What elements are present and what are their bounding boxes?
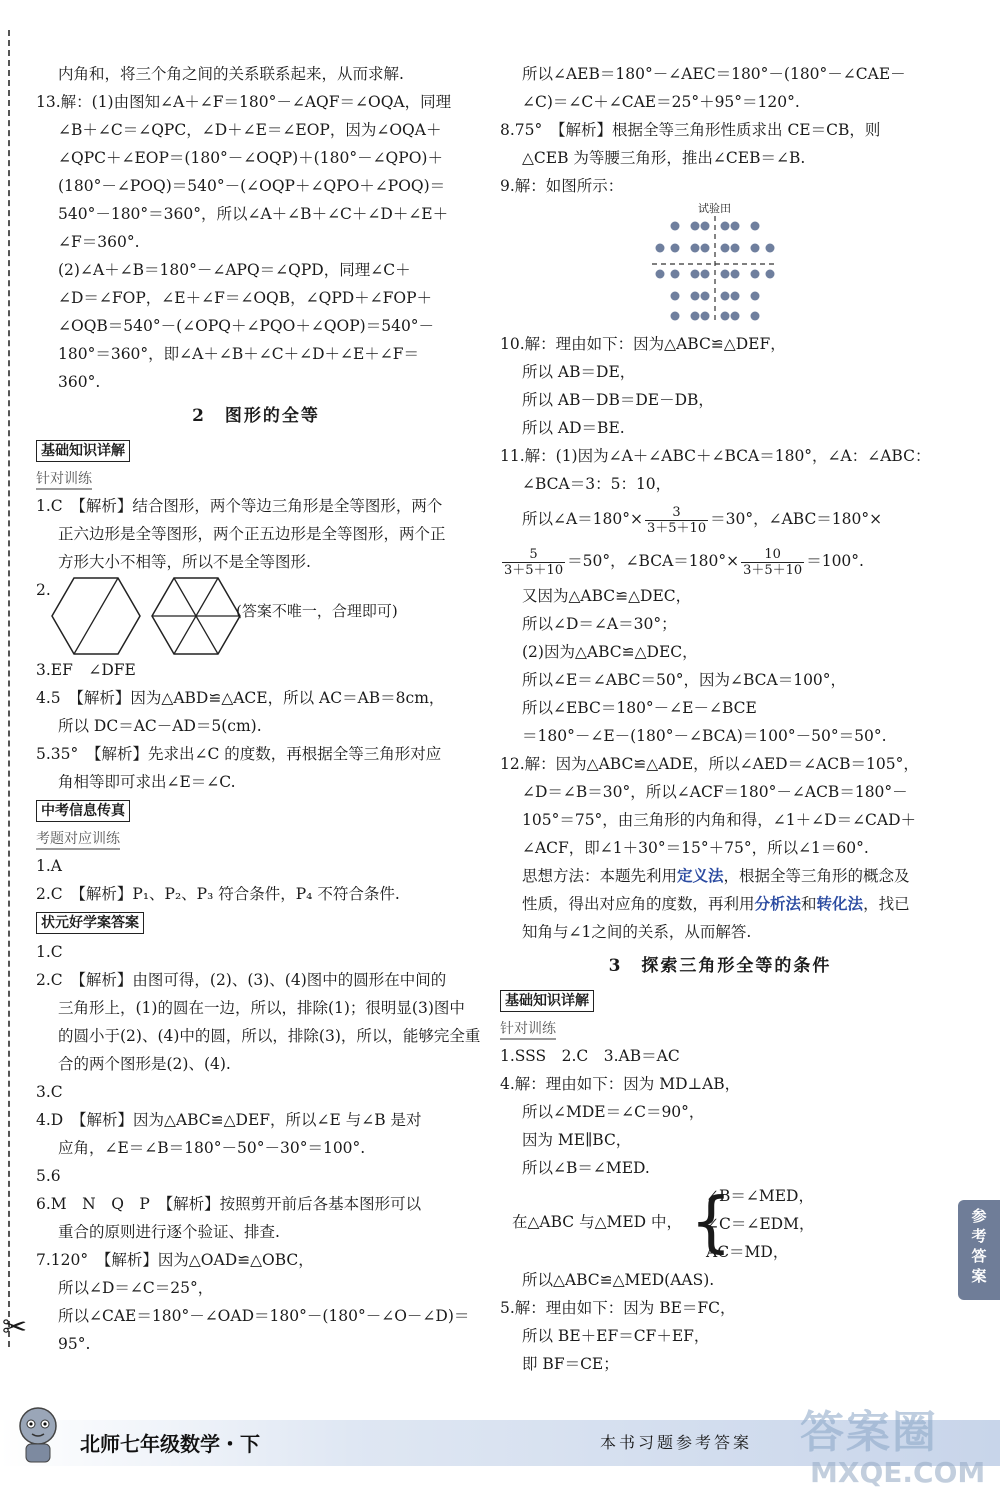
answer-number: 2. (36, 581, 51, 599)
text-line: 应角，∠E＝∠B＝180°－50°－30°＝100°. (58, 1139, 366, 1157)
footer-section-title: 本书习题参考答案 (600, 1433, 753, 1452)
text-line: 方形大小不相等，所以不是全等图形. (58, 553, 311, 571)
scissors-icon: ✂ (2, 1310, 28, 1345)
field-dot (751, 312, 760, 321)
text-line: 2.C 【解析】由图可得，(2)、(3)、(4)图中的圆形在中间的 (36, 971, 447, 989)
text-line: 2.C 【解析】P₁、P₂、P₃ 符合条件，P₄ 不符合条件. (36, 885, 400, 903)
field-dot (751, 244, 760, 253)
text-line: 所以∠AEB＝180°－∠AEC＝180°－(180°－∠CAE－ (522, 65, 906, 83)
text-line: ∠B＋∠C＝∠QPC，∠D＋∠E＝∠EOP，因为∠OQA＋ (58, 121, 442, 139)
field-dot (721, 244, 730, 253)
fraction-line (500, 498, 940, 540)
text-fragment: 性质，得出对应角的度数，再利用 (522, 895, 755, 913)
text-line: 合的两个图形是(2)、(4). (58, 1055, 231, 1073)
field-dot (691, 222, 700, 231)
field-dot (691, 292, 700, 301)
text-line: 4.5 【解析】因为△ABD≌△ACE，所以 AC＝AB＝8cm， (36, 689, 445, 707)
text-line: ∠D＝∠B＝30°，所以∠ACF＝180°－∠ACB＝180°－ (522, 783, 908, 801)
field-dot (701, 292, 710, 301)
text-line: 因为 ME∥BC， (522, 1131, 632, 1149)
hexagon-left-cut (74, 578, 118, 654)
denominator: 3＋5＋10 (647, 520, 707, 536)
text-line: ∠BCA＝3：5：10， (522, 475, 672, 493)
text-fragment: ＝100°. (806, 552, 864, 570)
field-dot (671, 222, 680, 231)
numerator: 3 (645, 505, 708, 521)
left-column (36, 60, 481, 1358)
text-line: 所以 BE＋EF＝CF＋EF， (522, 1327, 710, 1345)
field-dots-svg (650, 216, 780, 322)
field-dot (731, 292, 740, 301)
condition: AC＝MD， (706, 1243, 789, 1261)
text-line: 4.D 【解析】因为△ABC≌△DEF，所以∠E 与∠B 是对 (36, 1111, 422, 1129)
field-dot (701, 270, 710, 279)
text-fragment: ，根据全等三角形的概念及 (723, 867, 910, 885)
text-line: ∠ACF，即∠1＋30°＝15°＋75°，所以∠1＝60°. (522, 839, 869, 857)
field-dot (721, 222, 730, 231)
cut-line (8, 30, 10, 1347)
field-dot (701, 312, 710, 321)
text-line: 角相等即可求出∠E＝∠C. (58, 773, 236, 791)
text-line: 所以∠D＝∠C＝25°， (58, 1279, 214, 1297)
text-line: 360°. (58, 373, 101, 391)
highlight-term: 定义法 (677, 866, 724, 885)
text-line: 的圆小于(2)、(4)中的圆，所以，排除(3)，所以，能够完全重 (58, 1027, 481, 1045)
field-dot (701, 222, 710, 231)
text-fragment: 思想方法：本题先利用 (522, 867, 678, 885)
text-line: 1.C (36, 943, 63, 961)
text-line: 所以∠D＝∠A＝30°； (522, 615, 677, 633)
field-dot (691, 312, 700, 321)
denominator: 3＋5＋10 (504, 562, 564, 578)
text-line: 所以∠E＝∠ABC＝50°，因为∠BCA＝100°， (522, 671, 847, 689)
denominator: 3＋5＋10 (743, 562, 803, 578)
field-dot (731, 244, 740, 253)
fraction (502, 547, 565, 578)
text-line: 6.M N Q P 【解析】按照剪开前后各基本图形可以 (36, 1195, 422, 1213)
text-line: 5.6 (36, 1167, 61, 1185)
text-fragment: 和 (801, 895, 817, 913)
text-line: 内角和，将三个角之间的关系联系起来，从而求解. (58, 65, 404, 83)
text-fragment: 所以∠A＝180°× (522, 510, 644, 528)
text-line: 105°＝75°，由三角形的内角和得，∠1＋∠D＝∠CAD＋ (522, 811, 917, 829)
field-dot (656, 270, 665, 279)
watermark-logo: 答案圈 (800, 1407, 938, 1458)
field-label: 试验田 (698, 202, 731, 215)
left-brace-icon: { (690, 1183, 732, 1260)
text-line: 所以∠CAE＝180°－∠OAD＝180°－(180°－∠O－∠D)＝ (58, 1307, 470, 1325)
text-fragment: ＝30°，∠ABC＝180°× (710, 510, 883, 528)
section-box-label: 基础知识详解 (36, 440, 130, 462)
text-line: 8.75° 【解析】根据全等三角形性质求出 CE＝CB，则 (500, 121, 881, 139)
text-line: ∠F＝360°. (58, 233, 140, 251)
field-dot (671, 270, 680, 279)
text-line: 4.解：理由如下：因为 MD⊥AB， (500, 1075, 741, 1093)
text-line: ∠QPC＋∠EOP＝(180°－∠OQP)＋(180°－∠QPO)＋ (58, 149, 443, 167)
field-dot (691, 270, 700, 279)
field-dot (721, 292, 730, 301)
fraction-line (500, 540, 940, 582)
method-line (500, 862, 940, 890)
text-line: ∠OQB＝540°－(∠OPQ＋∠PQO＋∠QOP)＝540°－ (58, 317, 435, 335)
condition: ∠B＝∠MED， (706, 1187, 814, 1205)
field-dot (731, 270, 740, 279)
right-column (500, 60, 940, 1378)
text-line: 知角与∠1之间的关系，从而解答. (522, 923, 752, 941)
section-box-label: 状元好学案答案 (36, 912, 144, 934)
text-line: 12.解：因为△ABC≌△ADE，所以∠AED＝∠ACB＝105°， (500, 755, 919, 773)
section-title: 3 探索三角形全等的条件 (608, 956, 832, 976)
field-dot (731, 222, 740, 231)
text-line: 13.解：(1)由图知∠A＋∠F＝180°－∠AQF＝∠OQA，同理 (36, 93, 452, 111)
side-tab (958, 1200, 1000, 1300)
field-dot (721, 312, 730, 321)
text-line: 所以∠MDE＝∠C＝90°， (522, 1103, 705, 1121)
condition: ∠C＝∠EDM， (706, 1215, 815, 1233)
field-dot (751, 292, 760, 301)
text-line: 11.解：(1)因为∠A＋∠ABC＋∠BCA＝180°，∠A：∠ABC： (500, 447, 931, 465)
text-line: 540°－180°＝360°，所以∠A＋∠B＋∠C＋∠D＋∠E＋ (58, 205, 449, 223)
text-fragment: ＝50°，∠BCA＝180°× (567, 552, 740, 570)
section-box-label: 基础知识详解 (500, 990, 594, 1012)
subsection-label: 考题对应训练 (36, 830, 120, 850)
field-dot (766, 244, 775, 253)
fraction (645, 505, 708, 536)
text-line: 所以 AD＝BE. (522, 419, 625, 437)
text-line: (2)∠A＋∠B＝180°－∠APQ＝∠QPD，同理∠C＋ (58, 261, 411, 279)
numerator: 5 (502, 547, 565, 563)
text-line: 正六边形是全等图形，两个正五边形是全等图形，两个正 (58, 525, 446, 543)
field-figure (500, 200, 940, 330)
section-box-label: 中考信息传真 (36, 800, 130, 822)
text-line: 所以∠B＝∠MED. (522, 1159, 650, 1177)
text-line: 1.SSS 2.C 3.AB＝AC (500, 1047, 680, 1065)
side-tab-label: 参考答案 (971, 1207, 987, 1285)
field-dot (656, 244, 665, 253)
text-line: (2)因为△ABC≌△DEC， (522, 643, 698, 661)
text-line: 所以 DC＝AC－AD＝5(cm). (58, 717, 262, 735)
field-dot (701, 244, 710, 253)
text-line: ∠D＝∠FOP，∠E＋∠F＝∠OQB，∠QPD＋∠FOP＋ (58, 289, 433, 307)
text-line: 所以 AB＝DE， (522, 363, 636, 381)
text-line: 3.C (36, 1083, 63, 1101)
condition-list (706, 1182, 814, 1266)
field-dot (671, 292, 680, 301)
text-line: 5.35° 【解析】先求出∠C 的度数，再根据全等三角形对应 (36, 745, 442, 763)
text-line: 5.解：理由如下：因为 BE＝FC， (500, 1299, 736, 1317)
text-line: 即 BF＝CE； (522, 1355, 619, 1373)
section-title: 2 图形的全等 (192, 406, 320, 426)
text-line: (180°－∠POQ)＝540°－(∠OQP＋∠QPO＋∠POQ)＝ (58, 177, 446, 195)
condition-brace-block (500, 1182, 940, 1266)
text-line: 所以 AB－DB＝DE－DB， (522, 391, 714, 409)
text-fragment: 在△ABC 与△MED 中， (512, 1213, 683, 1231)
field-dot (671, 244, 680, 253)
field-dot (751, 270, 760, 279)
text-line: 1.A (36, 857, 62, 875)
text-line: 重合的原则进行逐个验证、排查. (58, 1223, 280, 1241)
highlight-term: 转化法 (816, 894, 864, 913)
text-line: 三角形上，(1)的圆在一边，所以，排除(1)；很明显(3)图中 (58, 999, 465, 1017)
mascot-icon (8, 1402, 68, 1466)
field-dot (671, 312, 680, 321)
footer-book-title: 北师七年级数学・下 (80, 1432, 260, 1456)
field-dot (731, 312, 740, 321)
numerator: 10 (741, 547, 804, 563)
text-line: 10.解：理由如下：因为△ABC≌△DEF， (500, 335, 786, 353)
text-line: 9.解：如图所示： (500, 177, 624, 195)
method-line (500, 890, 940, 918)
text-line: △CEB 为等腰三角形，推出∠CEB＝∠B. (522, 149, 806, 167)
subsection-label: 针对训练 (500, 1020, 556, 1040)
text-line: 180°＝360°，即∠A＋∠B＋∠C＋∠D＋∠E＋∠F＝ (58, 345, 420, 363)
watermark-url: MXQE.COM (810, 1456, 986, 1489)
text-line: 95°. (58, 1335, 91, 1353)
subsection-label: 针对训练 (36, 470, 92, 490)
text-line: ＝180°－∠E－(180°－∠BCA)＝100°－50°＝50°. (522, 727, 887, 745)
text-line: 3.EF ∠DFE (36, 661, 136, 679)
hexagon-figure (36, 576, 476, 656)
text-line: 7.120° 【解析】因为△OAD≌△OBC， (36, 1251, 314, 1269)
answer-note: (答案不唯一，合理即可) (236, 602, 398, 620)
hexagons-svg (50, 576, 250, 656)
field-dot (751, 222, 760, 231)
text-line: 所以△ABC≌△MED(AAS). (522, 1271, 715, 1289)
text-fragment: ，找已 (863, 895, 910, 913)
text-line: 所以∠EBC＝180°－∠E－∠BCE (522, 699, 757, 717)
highlight-term: 分析法 (754, 894, 802, 913)
text-line: ∠C)＝∠C＋∠CAE＝25°＋95°＝120°. (522, 93, 800, 111)
text-line: 又因为△ABC≌△DEC， (522, 587, 692, 605)
field-dot (691, 244, 700, 253)
text-line: 1.C 【解析】结合图形，两个等边三角形是全等图形，两个 (36, 497, 443, 515)
field-dot (766, 270, 775, 279)
field-dot (721, 270, 730, 279)
fraction (741, 547, 804, 578)
